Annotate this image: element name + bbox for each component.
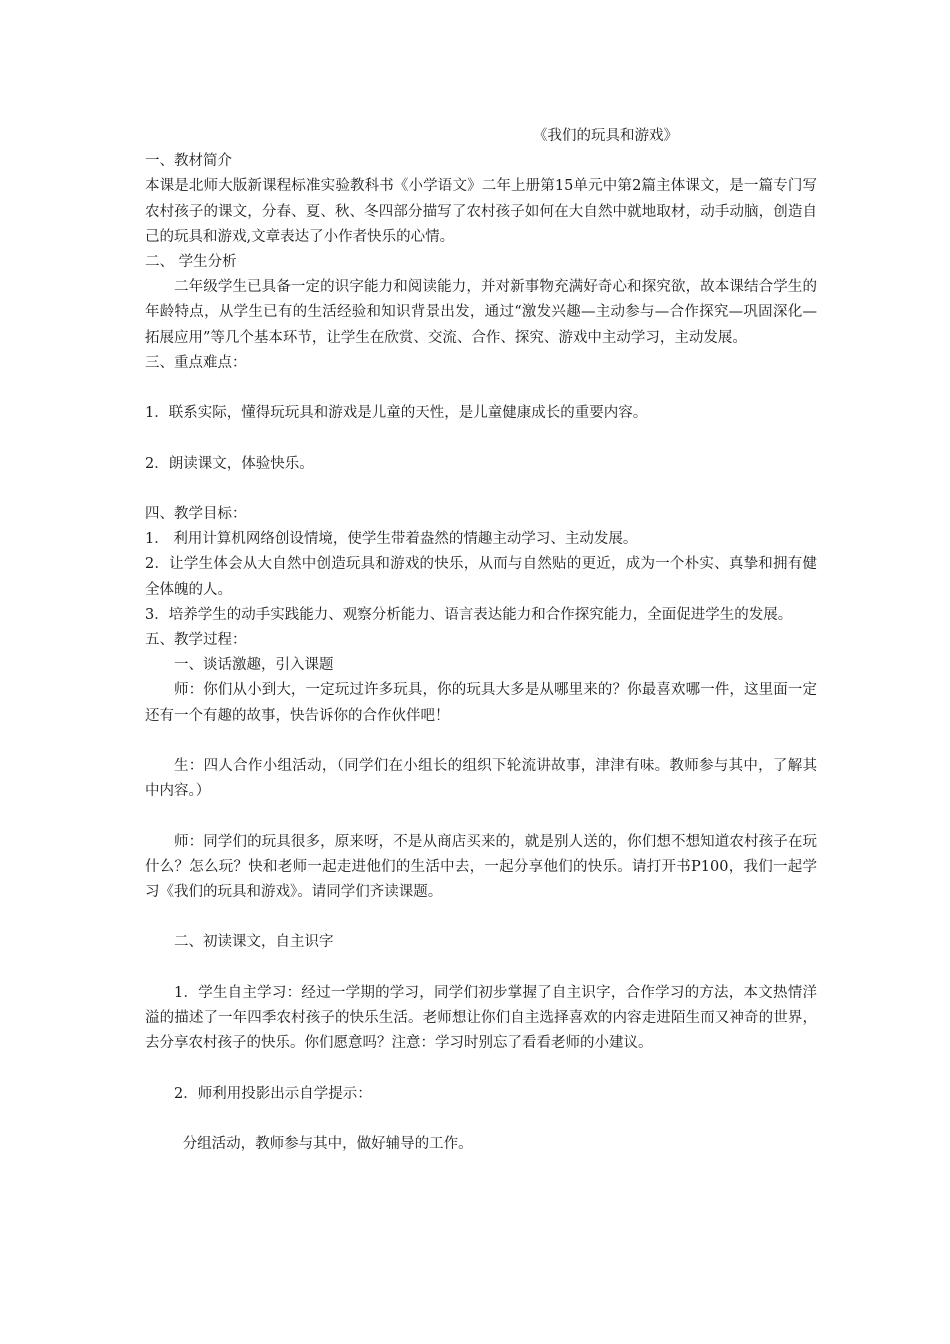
document-page	[145, 124, 817, 1157]
textbook-intro-paragraph: 本课是北师大版新课程标准实验教科书《小学语文》二年上册第15单元中第2篇主体课文，是一篇专门写农村孩子的课文，分春、夏、秋、冬四部分描写了农村孩子如何在大自然中就地取材，动手动脑，创造自己的玩具和游戏,文章表达了小作者快乐的心情。	[145, 178, 817, 245]
group-activity-paragraph: 分组活动，教师参与其中，做好辅导的工作。	[182, 1135, 473, 1152]
self-study-paragraph: 1．学生自主学习：经过一学期的学习，同学们初步掌握了自主识字，合作学习的方法，本文热情洋溢的描述了一年四季农村孩子的快乐生活。老师想让你们自主选择喜欢的内容走进陌生而又神奇的世界，去分享农村孩子的快乐。你们愿意吗？注意：学习时别忘了看看老师的小建议。	[145, 984, 817, 1052]
blank-line	[145, 1107, 817, 1132]
teacher-dialogue-paragraph: 师：你们从小到大，一定玩过许多玩具，你的玩具大多是从哪里来的？你最喜欢哪一件，这里面一定还有一个有趣的故事，快告诉你的合作伙伴吧！	[145, 682, 817, 724]
section-heading-key-points: 三、重点难点：	[145, 354, 247, 371]
blank-line	[145, 729, 817, 754]
teaching-goal-item: 3．培养学生的动手实践能力、观察分析能力、语言表达能力和合作探究能力，全面促进学生的发展。	[145, 606, 793, 623]
teaching-goal-item: 1． 利用计算机网络创设情境，使学生带着盎然的情趣主动学习、主动发展。	[145, 531, 638, 548]
blank-line	[145, 426, 817, 451]
section-heading-textbook-intro: 一、教材简介	[145, 153, 232, 170]
blank-line	[145, 376, 817, 401]
step-heading-first-reading: 二、初读课文，自主识字	[174, 934, 334, 951]
section-heading-student-analysis: 二、 学生分析	[145, 254, 237, 271]
blank-line	[145, 804, 817, 829]
document-title: 《我们的玩具和游戏》	[533, 128, 678, 144]
blank-line	[145, 477, 817, 502]
student-analysis-paragraph: 二年级学生已具备一定的识字能力和阅读能力，并对新事物充满好奇心和探究欲，故本课结合学生的年龄特点，从学生已有的生活经验和知识背景出发，通过“激发兴趣—主动参与—合作探究—巩固深化—拓展应用”等几个基本环节，让学生在欣赏、交流、合作、探究、游戏中主动学习，主动发展。	[145, 279, 817, 346]
blank-line	[145, 1056, 817, 1081]
section-heading-teaching-goals: 四、教学目标：	[145, 506, 247, 522]
teaching-goal-item: 2．让学生体会从大自然中创造玩具和游戏的快乐，从而与自然贴的更近，成为一个朴实、真挚和拥有健全体魄的人。	[145, 556, 817, 598]
key-point-item: 2．朗读课文，体验快乐。	[145, 455, 314, 472]
step-heading-introduction: 一、谈话激趣，引入课题	[174, 657, 334, 674]
blank-line	[145, 956, 817, 981]
teacher-dialogue-paragraph: 师：同学们的玩具很多，原来呀，不是从商店买来的，就是别人送的，你们想不想知道农村孩子在玩什么？怎么玩？快和老师一起走进他们的生活中去，一起分享他们的快乐。请打开书P100，我们一起学习《我们的玩具和游戏》。请同学们齐读课题。	[145, 833, 817, 901]
projection-hint-paragraph: 2．师利用投影出示自学提示：	[174, 1085, 372, 1102]
key-point-item: 1．联系实际，懂得玩玩具和游戏是儿童的天性，是儿童健康成长的重要内容。	[145, 405, 648, 422]
blank-line	[145, 905, 817, 930]
student-activity-paragraph: 生：四人合作小组活动，（同学们在小组长的组织下轮流讲故事，津津有味。教师参与其中，了解其中内容。）	[145, 758, 817, 800]
section-heading-teaching-process: 五、教学过程：	[145, 632, 247, 649]
